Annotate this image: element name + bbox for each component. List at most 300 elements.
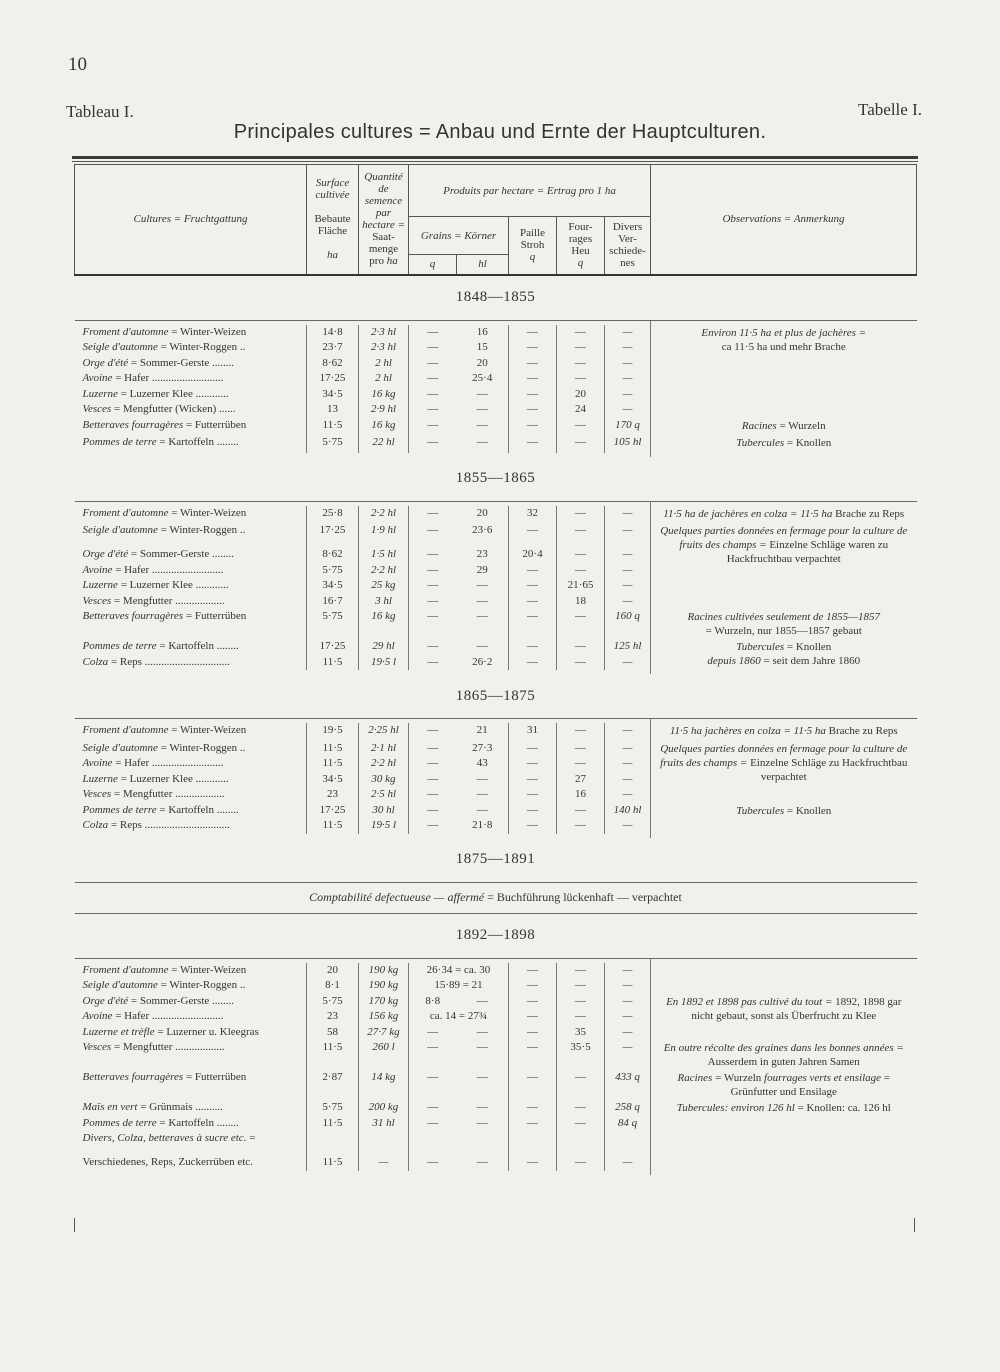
period-header	[75, 913, 917, 958]
cell-paille: —	[509, 741, 557, 757]
header-divers: Divers Ver-schiede-nes	[605, 217, 651, 275]
header-unit-q: q	[409, 255, 457, 275]
cell-observation: Tubercules = Knollen	[651, 803, 917, 834]
crop-name: Avoine = Hafer ..........................	[82, 1010, 224, 1022]
cell-paille: —	[509, 578, 557, 594]
cell-semence: 2·2 hl	[359, 756, 409, 772]
cell-divers: —	[605, 963, 651, 979]
header-produits: Produits par hectare = Ertrag pro 1 ha	[409, 165, 651, 217]
cell-observation	[651, 963, 917, 994]
cell-fourrages: —	[557, 994, 605, 1010]
cell-grains-q: —	[409, 563, 457, 579]
header-observations: Observations = Anmerkung	[651, 165, 917, 275]
cell-surface: 25·8	[307, 506, 359, 524]
cell-grains: 15·89 = 21	[409, 978, 509, 994]
table-row	[75, 1155, 917, 1171]
cell-divers: —	[605, 563, 651, 579]
cell-semence: 16 kg	[359, 387, 409, 403]
cell-surface: 5·75	[307, 1100, 359, 1116]
cell-semence: 200 kg	[359, 1100, 409, 1116]
cell-divers: 84 q	[605, 1116, 651, 1132]
cell-divers: —	[605, 756, 651, 772]
cell-grains-q: —	[409, 818, 457, 834]
cell-grains-hl: —	[476, 1101, 488, 1113]
cell-fourrages: —	[557, 756, 605, 772]
table-row	[75, 1100, 917, 1116]
cell-fourrages: —	[557, 803, 605, 819]
crop-name: Colza = Reps ...............................	[82, 655, 230, 668]
cell-paille: —	[509, 756, 557, 772]
cell-semence: 29 hl	[359, 639, 409, 655]
cell-grains-hl: —	[476, 403, 488, 415]
cell-divers: —	[605, 506, 651, 524]
cell-grains-hl: —	[476, 803, 488, 816]
cell-semence: 31 hl	[359, 1116, 409, 1132]
cell-paille: —	[509, 787, 557, 803]
cell-fourrages: —	[557, 1155, 605, 1171]
header-fourrages: Four-rages Heu q	[557, 217, 605, 275]
cell-observation: Racines = Wurzeln fourrages verts et ensilage = Grünfutter und Ensilage	[651, 1070, 917, 1100]
cell-divers: —	[605, 523, 651, 547]
cell-grains-q: —	[409, 594, 457, 610]
cell-grains-hl: 23	[476, 548, 488, 560]
cell-grains-hl: 27·3	[472, 741, 493, 754]
cell-paille: —	[509, 639, 557, 655]
cell-divers: 125 hl	[605, 639, 651, 655]
cell-paille: —	[509, 402, 557, 418]
page-title: Principales cultures = Anbau und Ernte der Hauptculturen.	[233, 121, 767, 143]
cell-semence: 30 hl	[359, 803, 409, 819]
cell-divers: —	[605, 1009, 651, 1025]
cell-fourrages	[557, 1131, 605, 1155]
cell-observation: Environ 11·5 ha et plus de jachères = ca 11·5 ha und mehr Brache	[651, 325, 917, 356]
cell-paille: 32	[509, 506, 557, 524]
cell-fourrages: —	[557, 340, 605, 356]
cell-grains-q: —	[409, 371, 457, 387]
cell-surface: 11·5	[307, 1040, 359, 1070]
cell-fourrages: —	[557, 563, 605, 579]
crop-name: Colza = Reps ...............................	[82, 819, 230, 831]
cell-grains-q: —	[409, 356, 457, 372]
table-edge-left	[74, 1218, 75, 1232]
cell-divers: —	[605, 1025, 651, 1041]
crop-name: Betteraves fourragères = Futterrüben	[82, 418, 247, 431]
cell-grains-q: —	[409, 523, 457, 547]
table-row	[75, 803, 917, 819]
cell-surface: 34·5	[307, 578, 359, 594]
crop-name: Avoine = Hafer ..........................	[82, 757, 224, 769]
cell-surface: 17·25	[307, 371, 359, 387]
cell-grains-hl: —	[476, 1041, 488, 1053]
cell-surface: 11·5	[307, 1155, 359, 1171]
cell-paille: —	[509, 1155, 557, 1171]
cell-fourrages: —	[557, 371, 605, 387]
crop-name: Seigle d'automne = Winter-Roggen ..	[82, 741, 246, 754]
cell-fourrages: 16	[557, 787, 605, 803]
cell-semence: 2·25 hl	[359, 723, 409, 741]
cell-surface: 8·1	[307, 978, 359, 994]
cell-semence: 2·2 hl	[359, 563, 409, 579]
cell-divers: —	[605, 978, 651, 994]
cell-observation-empty	[651, 402, 917, 418]
cell-observation: 11·5 ha jachères en colza = 11·5 ha Brache zu Reps	[651, 723, 917, 741]
cell-divers: —	[605, 1155, 651, 1171]
table-row	[75, 1070, 917, 1100]
cell-grains-hl: 21	[476, 724, 488, 736]
cell-grains-q: —	[409, 1025, 457, 1041]
cell-observation-empty	[651, 1131, 917, 1155]
crop-name: Verschiedenes, Reps, Zuckerrüben etc.	[82, 1156, 253, 1168]
cell-semence: 19·5 l	[359, 818, 409, 834]
crop-name: Avoine = Hafer ..........................	[82, 372, 224, 384]
cell-fourrages: —	[557, 639, 605, 655]
cell-semence: 2·9 hl	[359, 402, 409, 418]
cell-fourrages: 27	[557, 772, 605, 788]
cell-fourrages: —	[557, 1116, 605, 1132]
cell-fourrages: —	[557, 547, 605, 563]
cell-divers	[605, 1131, 651, 1155]
table-row	[75, 435, 917, 453]
cell-semence	[359, 1131, 409, 1155]
cell-grains-hl: —	[476, 1116, 488, 1129]
cell-grains-q: 8·8	[409, 994, 457, 1010]
cell-divers: —	[605, 371, 651, 387]
cell-grains-hl: 23·6	[472, 524, 493, 536]
table-row	[75, 371, 917, 387]
cell-paille: —	[509, 325, 557, 341]
cell-fourrages: —	[557, 325, 605, 341]
table-body	[75, 275, 917, 1175]
cell-semence: 1·5 hl	[359, 547, 409, 563]
cell-grains-q: —	[409, 402, 457, 418]
header-paille: Paille Stroh q	[509, 217, 557, 275]
cell-fourrages: —	[557, 963, 605, 979]
cell-semence: 2 hl	[359, 371, 409, 387]
cell-fourrages: 20	[557, 387, 605, 403]
crop-name: Luzerne = Luzerner Klee ............	[82, 772, 229, 785]
cell-paille	[509, 1131, 557, 1155]
cell-grains-q: —	[409, 1155, 457, 1171]
cell-fourrages: —	[557, 978, 605, 994]
cell-semence: 14 kg	[359, 1070, 409, 1100]
crop-name: Betteraves fourragères = Futterrüben	[82, 610, 247, 622]
cell-semence: 170 kg	[359, 994, 409, 1010]
cell-paille: 20·4	[509, 547, 557, 563]
cell-fourrages: —	[557, 1100, 605, 1116]
crop-name: Pommes de terre = Kartoffeln ........	[82, 803, 239, 816]
cell-semence: 16 kg	[359, 418, 409, 436]
cell-grains-hl: 16	[476, 325, 488, 338]
crop-name: Seigle d'automne = Winter-Roggen ..	[82, 979, 246, 991]
cell-grains-q: —	[409, 340, 457, 356]
cell-grains-hl: —	[476, 579, 488, 591]
cell-fourrages: 21·65	[557, 578, 605, 594]
cell-divers: —	[605, 594, 651, 610]
period-years: 1848—1855	[75, 275, 917, 321]
table-label-fr: Tableau I.	[66, 102, 134, 121]
table-row	[75, 387, 917, 403]
crop-name: Avoine = Hafer ..........................	[82, 563, 224, 576]
title-rule	[72, 156, 918, 159]
cell-grains-hl: 20	[476, 356, 488, 369]
cell-fourrages: —	[557, 356, 605, 372]
table-row	[75, 594, 917, 610]
cell-semence: —	[359, 1155, 409, 1171]
cell-observation: Tubercules = Knollen	[651, 435, 917, 453]
cell-grains-q: —	[409, 609, 457, 639]
cell-grains-hl: —	[476, 1025, 488, 1038]
cell-surface: 5·75	[307, 435, 359, 453]
cell-divers: 140 hl	[605, 803, 651, 819]
cell-divers: —	[605, 340, 651, 356]
cell-grains-hl: 29	[476, 563, 488, 576]
cell-divers: 258 q	[605, 1100, 651, 1116]
cell-semence: 3 hl	[359, 594, 409, 610]
cell-observation: Racines cultivées seulement de 1855—1857 = Wurzeln, nur 1855—1857 gebaut	[651, 609, 917, 639]
crop-name: Luzerne = Luzerner Klee ............	[82, 387, 229, 400]
cell-semence: 25 kg	[359, 578, 409, 594]
cell-semence: 2·2 hl	[359, 506, 409, 524]
cell-observation: Racines = Wurzeln	[651, 418, 917, 436]
period-years: 1875—1891	[75, 838, 917, 883]
cell-paille: —	[509, 772, 557, 788]
table-row	[75, 1040, 917, 1070]
cell-surface: 20	[307, 963, 359, 979]
period-header	[75, 457, 917, 502]
cell-fourrages: —	[557, 655, 605, 671]
period-header	[75, 838, 917, 883]
cell-paille: —	[509, 418, 557, 436]
cell-semence: 190 kg	[359, 978, 409, 994]
crop-name: Orge d'été = Sommer-Gerste ........	[82, 356, 235, 369]
cell-fourrages: —	[557, 741, 605, 757]
title-rule-thin	[72, 161, 918, 162]
crop-name: Vesces = Mengfutter ..................	[82, 1041, 225, 1053]
cell-paille: —	[509, 563, 557, 579]
cell-semence: 2·1 hl	[359, 741, 409, 757]
cell-divers: —	[605, 723, 651, 741]
cell-grains-q: —	[409, 578, 457, 594]
crop-name: Luzerne et trèfle = Luzerner u. Kleegras	[82, 1025, 259, 1038]
table-row	[75, 325, 917, 341]
crop-name: Pommes de terre = Kartoffeln ........	[82, 436, 239, 448]
cell-paille: —	[509, 523, 557, 547]
cell-paille: —	[509, 435, 557, 453]
cell-surface	[307, 1131, 359, 1155]
cell-grains-hl: —	[476, 594, 488, 607]
table-row	[75, 639, 917, 655]
cell-grains-hl: 43	[476, 757, 488, 769]
crop-name: Seigle d'automne = Winter-Roggen ..	[82, 524, 246, 536]
cell-grains-hl: —	[476, 387, 488, 400]
page-number: 10	[68, 54, 87, 75]
table-header	[75, 165, 917, 275]
cell-surface: 34·5	[307, 772, 359, 788]
cell-observation: Quelques parties données en fermage pour la culture de fruits des champs = Einzelne Schläge zu Hackfruchtbau verpachtet	[651, 741, 917, 803]
cell-divers: —	[605, 547, 651, 563]
cell-surface: 17·25	[307, 639, 359, 655]
cell-grains-hl: —	[476, 994, 488, 1007]
cell-paille: —	[509, 371, 557, 387]
cell-paille: —	[509, 1025, 557, 1041]
cell-semence: 2·5 hl	[359, 787, 409, 803]
period-note	[75, 882, 917, 913]
cell-grains-hl: —	[476, 418, 488, 431]
cell-fourrages: —	[557, 723, 605, 741]
cell-paille: —	[509, 1116, 557, 1132]
cell-fourrages: 24	[557, 402, 605, 418]
table-row	[75, 402, 917, 418]
crop-name: Froment d'automne = Winter-Weizen	[82, 963, 247, 976]
cell-surface: 5·75	[307, 994, 359, 1010]
cell-surface: 23	[307, 1009, 359, 1025]
cell-surface: 8·62	[307, 547, 359, 563]
cell-grains-hl	[457, 1131, 509, 1155]
cell-grains-hl: —	[476, 1071, 488, 1083]
table-row	[75, 523, 917, 547]
cell-observation: En outre récolte des graines dans les bonnes années = Ausserdem in guten Jahren Samen	[651, 1040, 917, 1070]
cell-semence: 22 hl	[359, 435, 409, 453]
header-surface: Surface cultivée Bebaute Fläche ha	[307, 165, 359, 275]
cell-surface: 5·75	[307, 609, 359, 639]
cell-surface: 2·87	[307, 1070, 359, 1100]
cell-surface: 23	[307, 787, 359, 803]
cell-divers: —	[605, 741, 651, 757]
cell-surface: 16·7	[307, 594, 359, 610]
cell-divers: 433 q	[605, 1070, 651, 1100]
table-row	[75, 506, 917, 524]
crop-name: Pommes de terre = Kartoffeln ........	[82, 1116, 239, 1129]
cell-grains: ca. 14 = 27¾	[409, 1009, 509, 1025]
table-edge-right	[914, 1218, 915, 1232]
cell-fourrages: —	[557, 418, 605, 436]
cell-surface: 14·8	[307, 325, 359, 341]
cell-fourrages: —	[557, 1070, 605, 1100]
table-row	[75, 418, 917, 436]
cell-divers: —	[605, 818, 651, 834]
table-row	[75, 1131, 917, 1155]
table-row	[75, 356, 917, 372]
cell-paille: —	[509, 340, 557, 356]
cell-grains-q: —	[409, 723, 457, 741]
crop-name: Vesces = Mengfutter (Wicken) ......	[82, 403, 236, 415]
cell-divers: —	[605, 1040, 651, 1070]
cell-observation: Quelques parties données en fermage pour la culture de fruits des champs = Einzelne Schläge waren zu Hackfruchtbau verpachtet	[651, 523, 917, 594]
cell-grains-q: —	[409, 418, 457, 436]
cell-divers: —	[605, 356, 651, 372]
period-header	[75, 674, 917, 719]
table-row	[75, 741, 917, 757]
cell-surface: 11·5	[307, 741, 359, 757]
cell-semence: 156 kg	[359, 1009, 409, 1025]
cell-grains-hl: —	[476, 1156, 488, 1168]
cell-grains-hl: 15	[476, 341, 488, 353]
cell-observation: Tubercules = Knollen depuis 1860 = seit dem Jahre 1860	[651, 639, 917, 670]
table-row	[75, 963, 917, 979]
cell-divers: —	[605, 772, 651, 788]
cell-divers: —	[605, 402, 651, 418]
cell-surface: 34·5	[307, 387, 359, 403]
cell-grains-q: —	[409, 741, 457, 757]
header-quantite: Quantité de semence par hectare = Saat-menge pro ha	[359, 165, 409, 275]
cell-semence: 19·5 l	[359, 655, 409, 671]
cell-paille: —	[509, 594, 557, 610]
cell-fourrages: —	[557, 523, 605, 547]
cell-paille: —	[509, 655, 557, 671]
cell-grains-hl: 20	[476, 506, 488, 519]
cell-surface: 17·25	[307, 523, 359, 547]
cell-observation-empty	[651, 387, 917, 403]
cell-paille: —	[509, 963, 557, 979]
cell-grains-q: —	[409, 547, 457, 563]
cell-grains-q: —	[409, 639, 457, 655]
header-grains: Grains = Körner	[409, 217, 509, 255]
table-row	[75, 723, 917, 741]
crop-name: Maïs en vert = Grünmais ..........	[82, 1101, 223, 1113]
cell-divers: —	[605, 325, 651, 341]
table-label-de: Tabelle I.	[858, 100, 922, 119]
cell-fourrages: —	[557, 435, 605, 453]
cell-surface: 17·25	[307, 803, 359, 819]
cell-paille: —	[509, 387, 557, 403]
cell-grains-hl: 21·8	[472, 819, 493, 831]
cell-grains-q	[409, 1131, 457, 1155]
cell-paille: —	[509, 994, 557, 1010]
cell-paille: —	[509, 803, 557, 819]
cell-fourrages: 35	[557, 1025, 605, 1041]
cell-paille: —	[509, 356, 557, 372]
crop-name: Pommes de terre = Kartoffeln ........	[82, 640, 239, 652]
cell-semence: 260 l	[359, 1040, 409, 1070]
cell-grains: 26·34 = ca. 30	[409, 963, 509, 979]
cell-fourrages: —	[557, 609, 605, 639]
cell-surface: 11·5	[307, 418, 359, 436]
cell-surface: 11·5	[307, 655, 359, 671]
header-cultures: Cultures = Fruchtgattung	[75, 165, 307, 275]
table-row	[75, 609, 917, 639]
cell-grains-q: —	[409, 787, 457, 803]
crop-name: Froment d'automne = Winter-Weizen	[82, 325, 247, 338]
cell-grains-q: —	[409, 435, 457, 453]
cell-semence: 1·9 hl	[359, 523, 409, 547]
cell-semence: 2·3 hl	[359, 340, 409, 356]
cell-divers: —	[605, 787, 651, 803]
period-header	[75, 275, 917, 321]
cell-divers: 105 hl	[605, 435, 651, 453]
crop-name: Divers, Colza, betteraves à sucre etc. =	[82, 1132, 256, 1144]
cell-observation: En 1892 et 1898 pas cultivé du tout = 1892, 1898 gar nicht gebaut, sonst als Überfrucht zu Klee	[651, 994, 917, 1041]
cell-grains-q: —	[409, 772, 457, 788]
cell-grains-hl: —	[476, 772, 488, 785]
cell-fourrages: 35·5	[557, 1040, 605, 1070]
crop-name: Vesces = Mengfutter ..................	[82, 594, 225, 607]
cell-observation: 11·5 ha de jachères en colza = 11·5 ha Brache zu Reps	[651, 506, 917, 524]
cell-semence: 30 kg	[359, 772, 409, 788]
crops-table	[74, 164, 917, 1175]
table-row	[75, 994, 917, 1010]
cell-semence: 190 kg	[359, 963, 409, 979]
cell-divers: —	[605, 655, 651, 671]
period-years: 1855—1865	[75, 457, 917, 502]
cell-divers: 170 q	[605, 418, 651, 436]
cell-observation-empty	[651, 371, 917, 387]
cell-paille: —	[509, 818, 557, 834]
crop-name: Orge d'été = Sommer-Gerste ........	[82, 994, 235, 1007]
cell-divers: —	[605, 994, 651, 1010]
cell-semence: 2 hl	[359, 356, 409, 372]
cell-surface: 58	[307, 1025, 359, 1041]
cell-grains-q: —	[409, 1100, 457, 1116]
